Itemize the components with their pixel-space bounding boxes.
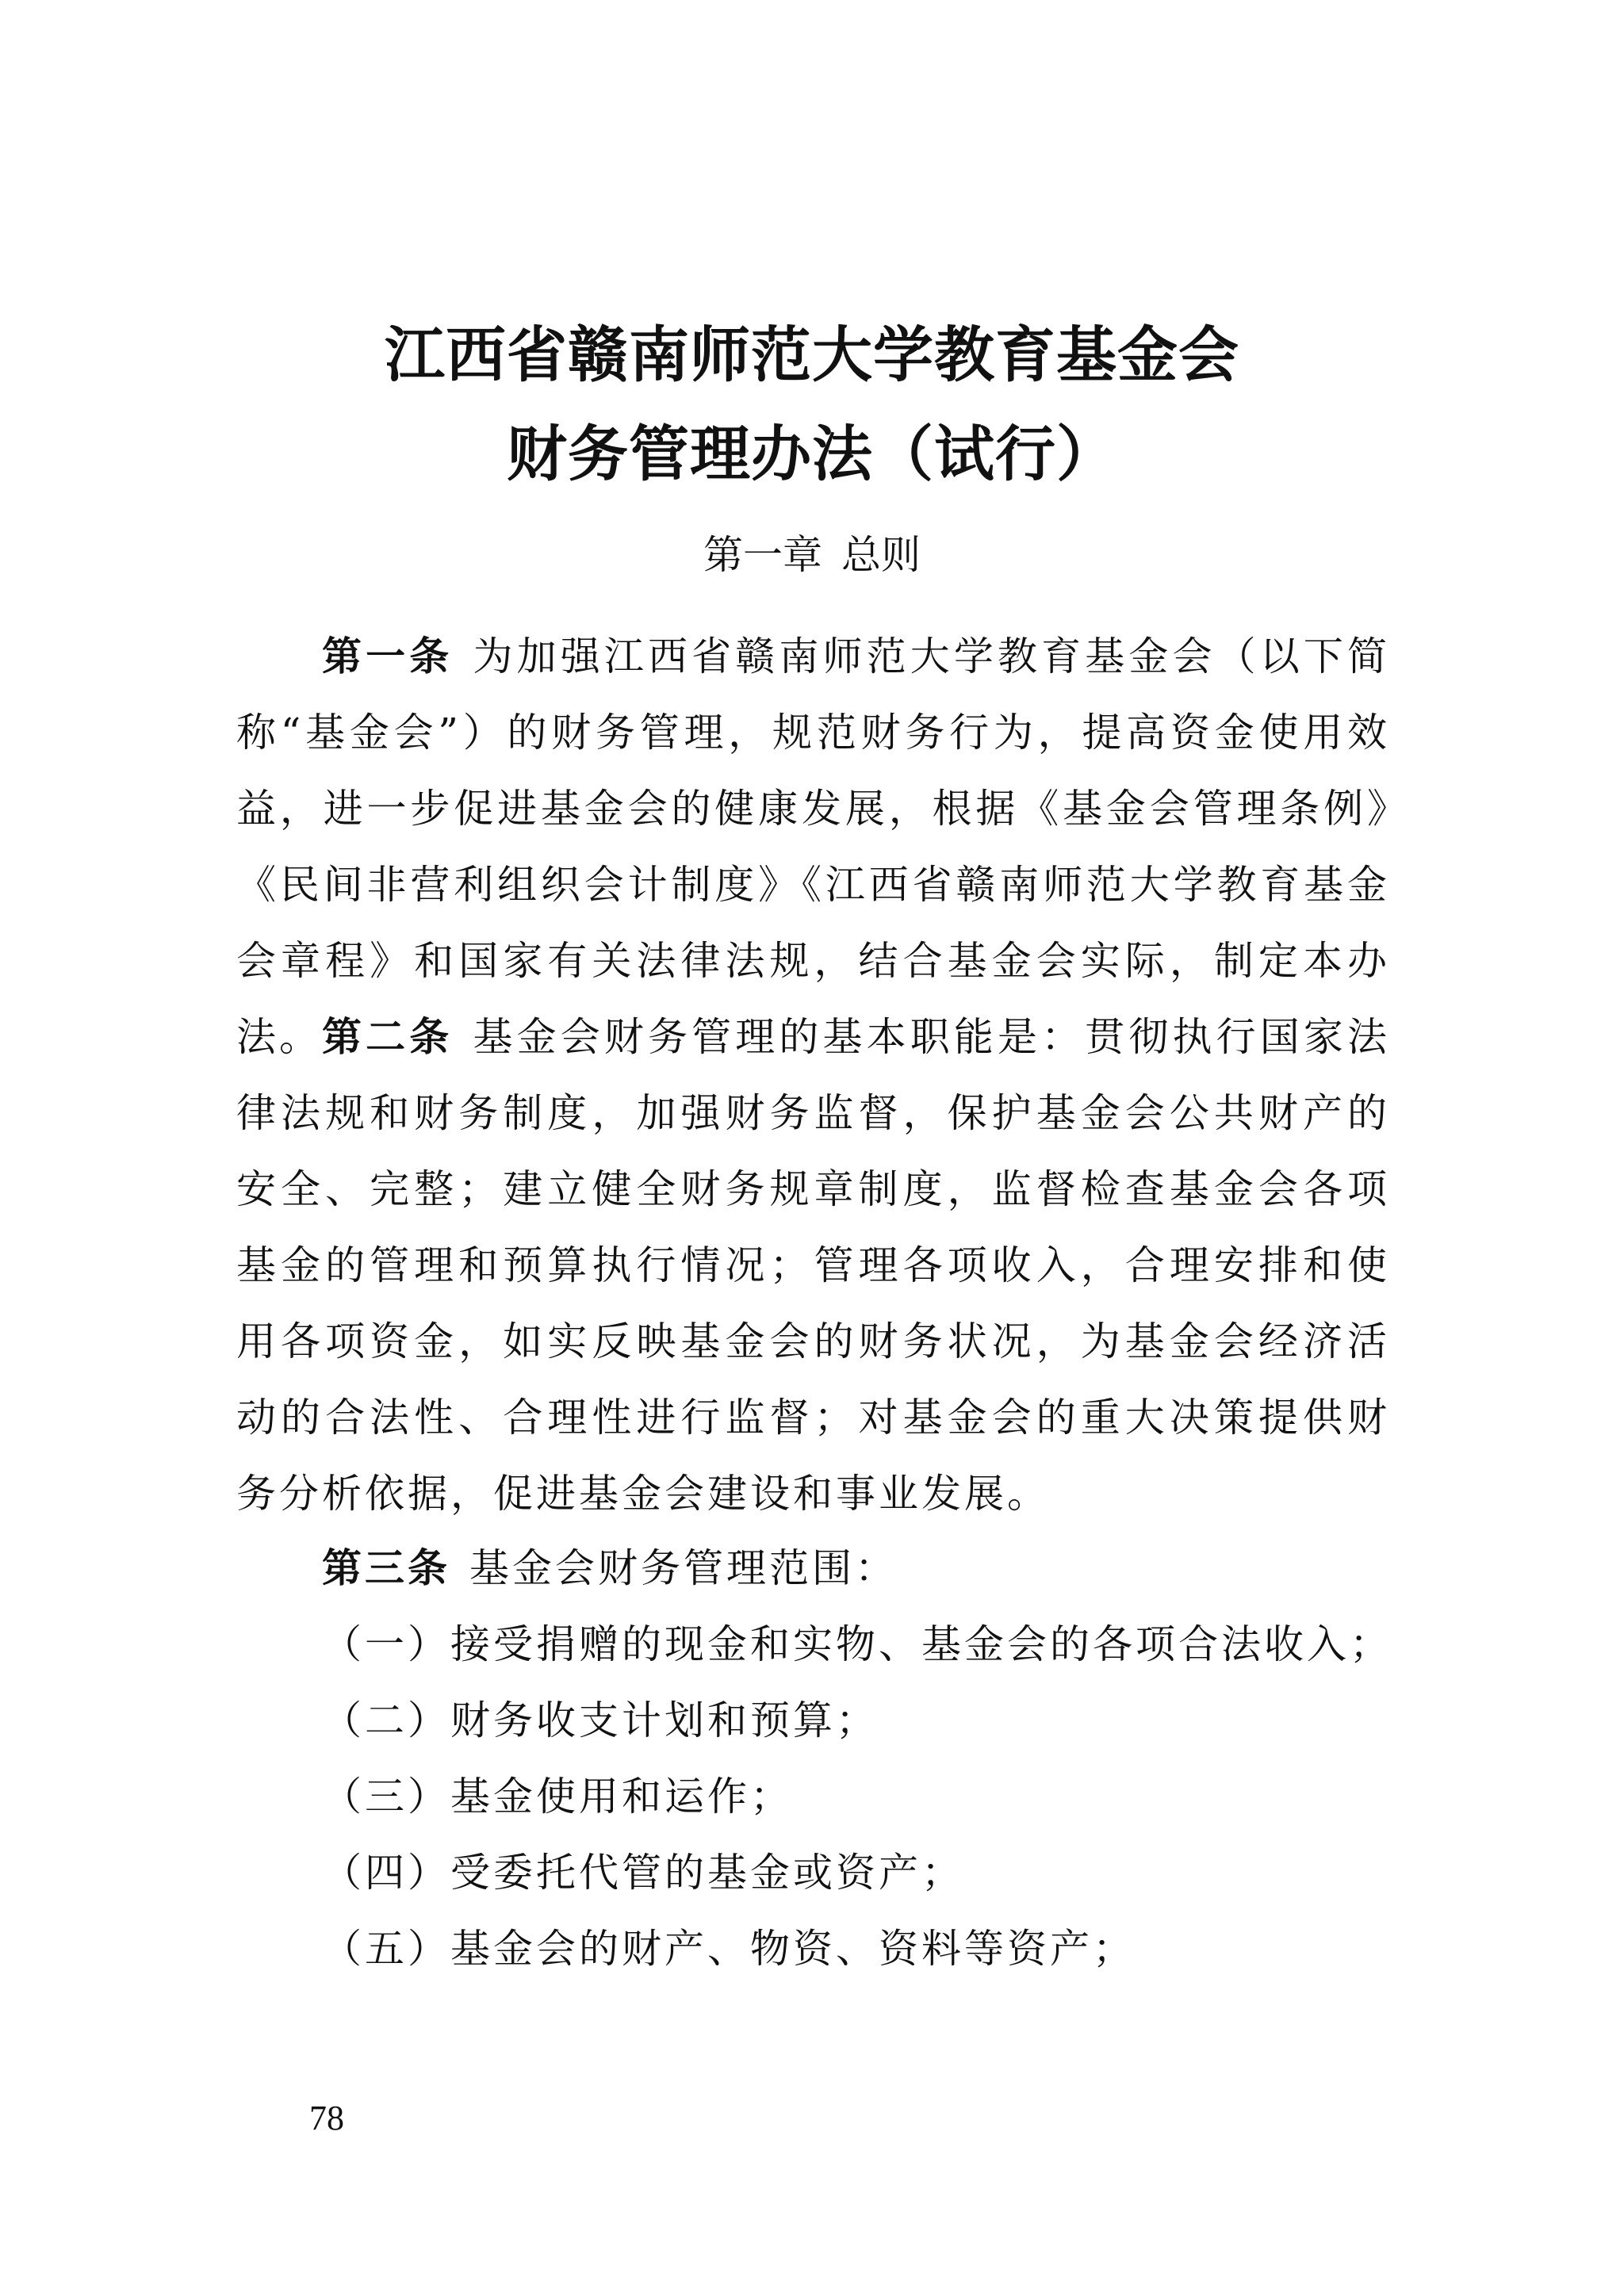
article-2-text: 基金会财务管理的基本职能是：贯彻执行国家法律法规和财务制度，加强财务监督，保护基金会公共财产的安全、完整；建立健全财务规章制度，监督检查基金会各项基金的管理和预算执行情况；管理各项收入，合理安排和使用各项资金，如实反映基金会的财务状况，为基金会经济活动的合法性、合理性进行监督；对基金会的重大决策提供财务分析依据，促进基金会建设和事业发展。 [236, 1014, 1390, 1517]
chapter-name: 总则 [841, 532, 921, 578]
list-item: （三）基金使用和运作； [322, 1774, 793, 1820]
article-2-paragraph [236, 999, 1390, 1532]
list-item: （一）接受捐赠的现金和实物、基金会的各项合法收入； [322, 1621, 1392, 1667]
article-3-paragraph [236, 1530, 1390, 1606]
article-2 [236, 999, 1390, 1532]
article-2-label: 第二条 [322, 1014, 454, 1060]
chapter-number: 第一章 [703, 532, 822, 578]
list-item: （二）财务收支计划和预算； [322, 1697, 879, 1743]
page-number: 78 [309, 2099, 344, 2137]
article-3-text: 基金会财务管理范围： [469, 1545, 898, 1591]
article-3-label: 第三条 [322, 1545, 450, 1591]
chapter-heading [0, 532, 1624, 578]
list-item: （五）基金会的财产、物资、资料等资产； [322, 1926, 1136, 1972]
document-title-line-2: 财务管理办法（试行） [507, 419, 1117, 489]
article-3 [236, 1530, 1390, 1987]
list-item: （四）受委托代管的基金或资产； [322, 1850, 964, 1896]
document-title-line-1: 江西省赣南师范大学教育基金会 [385, 320, 1239, 390]
article-1-text: 为加强江西省赣南师范大学教育基金会（以下简称“基金会”）的财务管理，规范财务行为，提高资金使用效益，进一步促进基金会的健康发展，根据《基金会管理条例》《民间非营利组织会计制度》《江西省赣南师范大学教育基金会章程》和国家有关法律法规，结合基金会实际，制定本办法。 [236, 633, 1390, 1060]
article-1-label: 第一条 [322, 633, 454, 679]
